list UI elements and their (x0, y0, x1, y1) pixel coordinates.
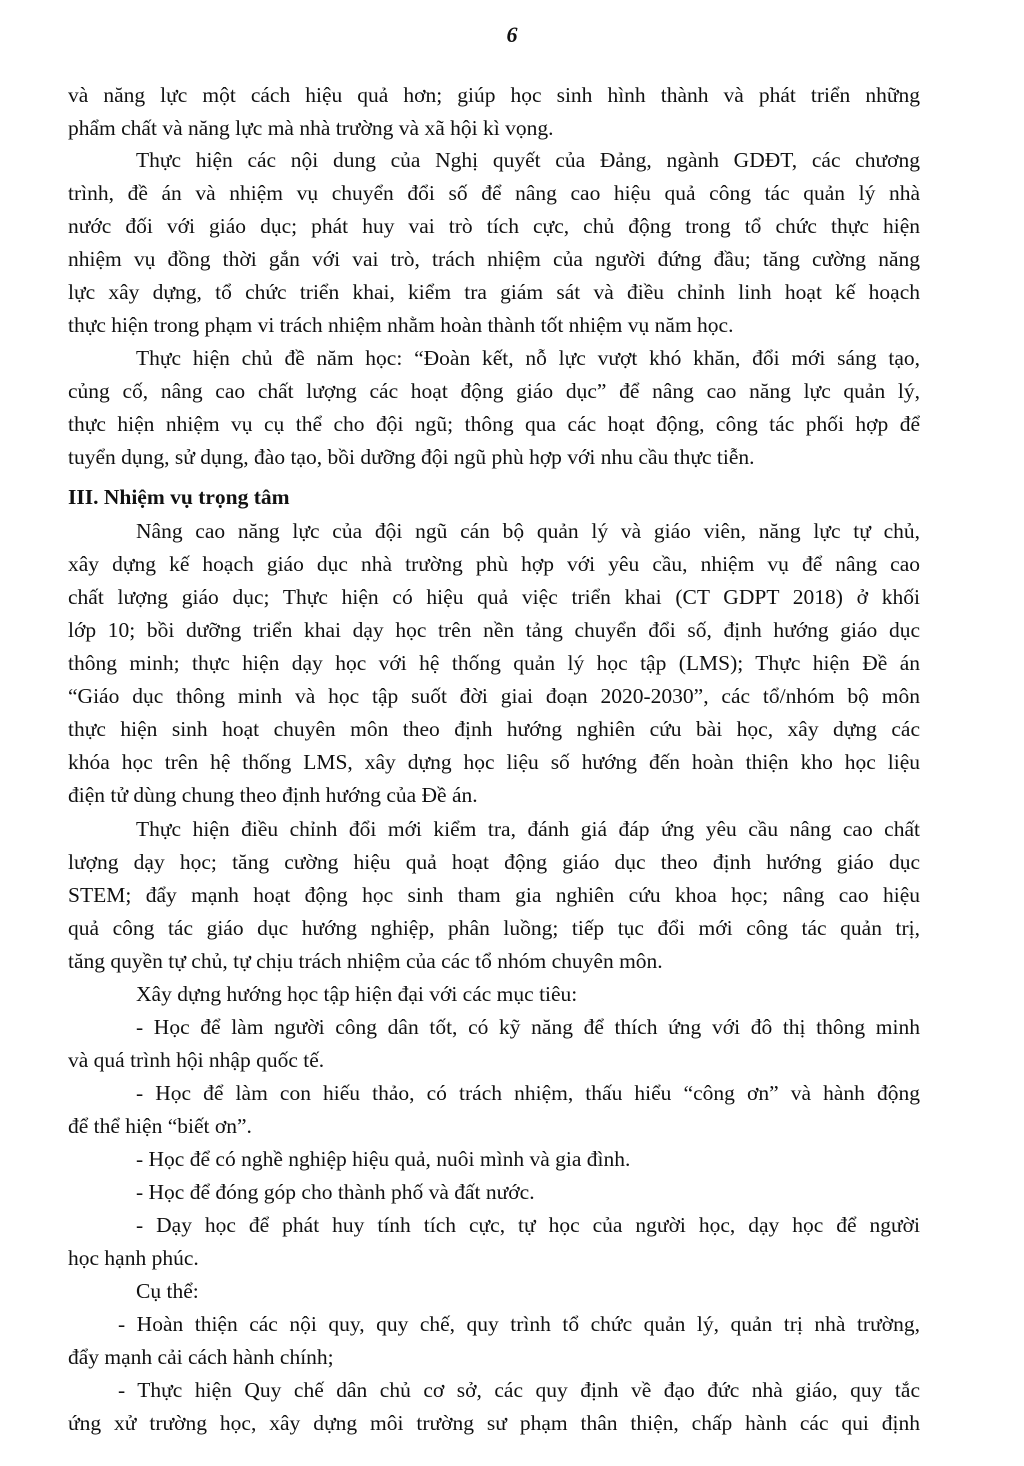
text-line: - Hoàn thiện các nội quy, quy chế, quy trình tổ chức quản lý, quản trị nhà trường, (118, 1312, 920, 1336)
text-line: xây dựng kế hoạch giáo dục nhà trường phù hợp với yêu cầu, nhiệm vụ để nâng cao (68, 552, 920, 576)
text-line: phẩm chất và năng lực mà nhà trường và xã hội kì vọng. (68, 116, 554, 140)
section-heading: III. Nhiệm vụ trọng tâm (68, 485, 290, 509)
text-line: tăng quyền tự chủ, tự chịu trách nhiệm của các tổ nhóm chuyên môn. (68, 949, 663, 973)
text-line: - Học để làm người công dân tốt, có kỹ năng để thích ứng với đô thị thông minh (136, 1015, 920, 1039)
text-line: nhiệm vụ đồng thời gắn với vai trò, trách nhiệm của người đứng đầu; tăng cường năng (68, 247, 920, 271)
text-line: học hạnh phúc. (68, 1246, 199, 1270)
text-line: nước đối với giáo dục; phát huy vai trò tích cực, chủ động trong tổ chức thực hiện (68, 214, 920, 238)
text-line: Cụ thể: (136, 1279, 199, 1303)
text-line: Nâng cao năng lực của đội ngũ cán bộ quản lý và giáo viên, năng lực tự chủ, (136, 519, 920, 543)
page-number: 6 (506, 22, 518, 47)
text-line: để thể hiện “biết ơn”. (68, 1114, 252, 1138)
text-line: - Dạy học để phát huy tính tích cực, tự học của người học, dạy học để người (136, 1213, 920, 1237)
text-line: trình, đề án và nhiệm vụ chuyển đổi số để nâng cao hiệu quả công tác quản lý nhà (68, 181, 920, 205)
text-line: STEM; đẩy mạnh hoạt động học sinh tham gia nghiên cứu khoa học; nâng cao hiệu (68, 883, 920, 907)
text-line: thực hiện nhiệm vụ cụ thể cho đội ngũ; thông qua các hoạt động, công tác phối hợp để (68, 412, 920, 436)
text-line: khóa học trên hệ thống LMS, xây dựng học liệu số hướng đến hoàn thiện kho học liệu (68, 750, 920, 774)
text-line: lực xây dựng, tổ chức triển khai, kiểm tra giám sát và điều chỉnh linh hoạt kế hoạch (68, 280, 920, 304)
text-line: thực hiện sinh hoạt chuyên môn theo định hướng nghiên cứu bài học, xây dựng các (68, 717, 920, 741)
text-line: tuyển dụng, sử dụng, đào tạo, bồi dưỡng đội ngũ phù hợp với nhu cầu thực tiễn. (68, 445, 755, 469)
text-line: Thực hiện các nội dung của Nghị quyết của Đảng, ngành GDĐT, các chương (136, 148, 920, 172)
text-line: điện tử dùng chung theo định hướng của Đề án. (68, 783, 478, 807)
text-line: Thực hiện chủ đề năm học: “Đoàn kết, nỗ lực vượt khó khăn, đổi mới sáng tạo, (136, 346, 920, 370)
text-line: Xây dựng hướng học tập hiện đại với các mục tiêu: (136, 982, 578, 1006)
text-line: thực hiện trong phạm vi trách nhiệm nhằm hoàn thành tốt nhiệm vụ năm học. (68, 313, 734, 337)
text-line: và năng lực một cách hiệu quả hơn; giúp học sinh hình thành và phát triển những (68, 83, 920, 107)
text-line: lớp 10; bồi dưỡng triển khai dạy học trên nền tảng chuyển đổi số, định hướng giáo dục (68, 618, 920, 642)
text-line: “Giáo dục thông minh và học tập suốt đời giai đoạn 2020-2030”, các tổ/nhóm bộ môn (68, 684, 920, 708)
text-line: - Học để đóng góp cho thành phố và đất nước. (136, 1180, 535, 1204)
text-line: thông minh; thực hiện dạy học với hệ thống quản lý học tập (LMS); Thực hiện Đề án (68, 651, 920, 675)
text-line: và quá trình hội nhập quốc tế. (68, 1048, 325, 1072)
text-line: đẩy mạnh cải cách hành chính; (68, 1345, 334, 1369)
text-line: - Học để làm con hiếu thảo, có trách nhiệm, thấu hiểu “công ơn” và hành động (136, 1081, 920, 1105)
text-line: lượng dạy học; tăng cường hiệu quả hoạt động giáo dục theo định hướng giáo dục (68, 850, 920, 874)
text-line: - Thực hiện Quy chế dân chủ cơ sở, các quy định về đạo đức nhà giáo, quy tắc (118, 1378, 920, 1402)
text-line: - Học để có nghề nghiệp hiệu quả, nuôi mình và gia đình. (136, 1147, 631, 1171)
text-line: chất lượng giáo dục; Thực hiện có hiệu quả việc triển khai (CT GDPT 2018) ở khối (68, 585, 920, 609)
text-line: quả công tác giáo dục hướng nghiệp, phân luồng; tiếp tục đổi mới công tác quản trị, (68, 916, 920, 940)
text-line: ứng xử trường học, xây dựng môi trường sư phạm thân thiện, chấp hành các qui định (68, 1411, 920, 1435)
text-line: củng cố, nâng cao chất lượng các hoạt động giáo dục” để nâng cao năng lực quản lý, (68, 379, 920, 403)
text-line: Thực hiện điều chỉnh đổi mới kiểm tra, đánh giá đáp ứng yêu cầu nâng cao chất (136, 817, 920, 841)
